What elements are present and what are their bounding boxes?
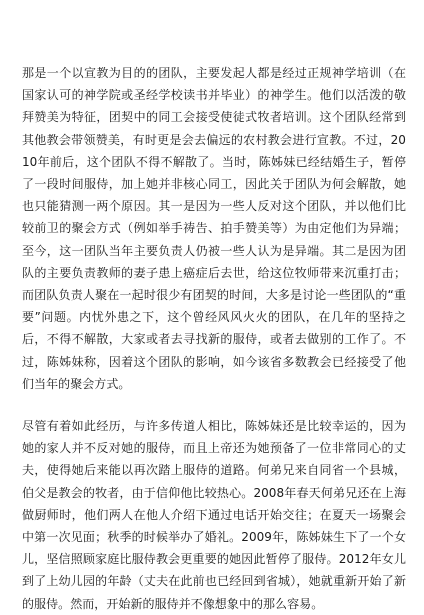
- paragraph-personal-ministry: 尽管有着如此经历，与许多传道人相比，陈姊妹还是比较幸运的，因为她的家人并不反对她的服侍，而且上帝还为她预备了一位非常同心的丈夫，使得她后来能以再次踏上服侍的道路。何弟兄来自同省一个县城，伯父是教会的牧者，由于信仰他比较热心。2008年春天何弟兄还在上海做厨师时，他们两人在他人介绍下通过电话开始交往；在夏天一场聚会中第一次见面；秋季的时候举办了婚礼。2009年，陈姊妹生下了一个女儿，坚信照顾家庭比服侍教会更重要的她因此暂停了服侍。2012年女儿到了上幼儿园的年龄（丈夫在此前也已经回到省城），她就重新开始了新的服侍。然而，开始新的服侍并不像想象中的那么容易。: [22, 419, 406, 611]
- paragraph-team-history: 那是一个以宣教为目的的团队，主要发起人都是经过正规神学培训（在国家认可的神学院或圣经学校读书并毕业）的神学生。他们以活泼的敬拜赞美为特征，团契中的同工会接受使徒式牧者培训。这个团队经常到其他教会带领赞美，有时更是会去偏远的农村教会进行宣教。不过，2010年前后，这个团队不得不解散了。当时，陈姊妹已经结婚生子，暂停了一段时间服侍，加上她并非核心同工，因此关于团队为何会解散，她也只能猜测一两个原因。其一是因为一些人反对这个团队，并以他们比较前卫的聚会方式（例如举手祷告、拍手赞美等）为由定他们为异端；至今，这一团队当年主要负责人仍被一些人认为是异端。其二是因为团队的主要负责教师的妻子患上癌症后去世，给这位牧师带来沉重打击；而团队负责人聚在一起时很少有团契的时间，大多是讨论一些团队的“重要”问题。内忧外患之下，这个曾经风风火火的团队，在几年的坚持之后，不得不解散，大家或者去寻找新的服侍，或者去做别的工作了。不过，陈姊妹称，因着这个团队的影响，如今该省多数教会已经接受了他们当年的聚会方式。: [22, 66, 406, 391]
